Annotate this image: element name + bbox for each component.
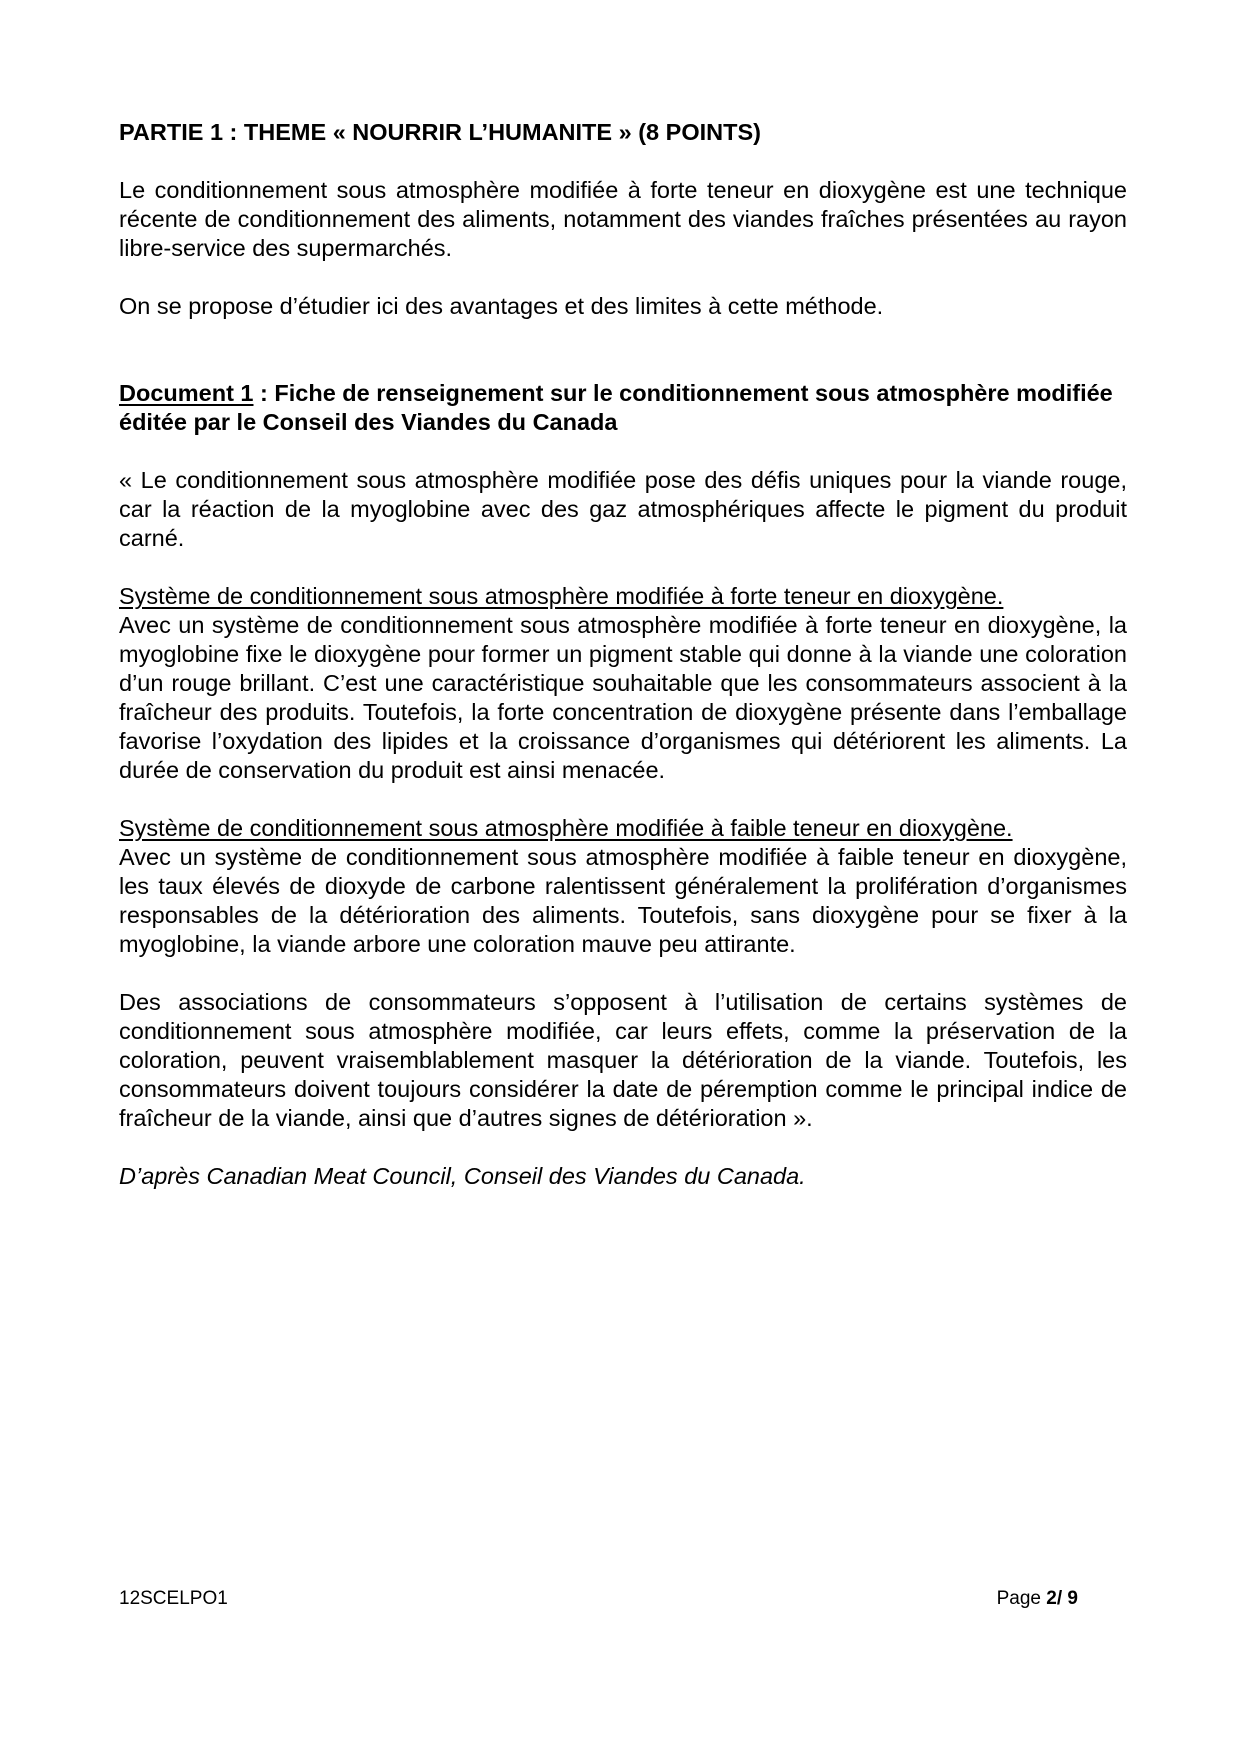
page-prefix: Page <box>996 1588 1047 1609</box>
intro-paragraph-2: On se propose d’étudier ici des avantages et des limites à cette méthode. <box>119 293 884 319</box>
document-1-separator: : <box>253 380 275 406</box>
source-citation: D’après Canadian Meat Council, Conseil des Viandes du Canada. <box>119 1163 806 1189</box>
quote-intro: « Le conditionnement sous atmosphère modifiée pose des défis uniques pour la viande rouge, car la réaction de la myoglobine avec des gaz atmosphériques affecte le pigment du produit carné. <box>119 467 1127 551</box>
document-1-label: Document 1 <box>119 380 254 406</box>
page-content <box>119 118 1127 1191</box>
document-1-heading-text: Fiche de renseignement sur le conditionnement sous atmosphère modifiée éditée par le Conseil des Viandes du Canada <box>119 380 1113 435</box>
page-total: 9 <box>1067 1588 1078 1609</box>
section-high-oxygen-body: Avec un système de conditionnement sous atmosphère modifiée à forte teneur en dioxygène, la myoglobine fixe le dioxygène pour former un pigment stable qui donne à la viande une coloration d’un rouge brillant. C’est une caractéristique souhaitable que les consommateurs associent à la fraîcheur des produits. Toutefois, la forte concentration de dioxygène présente dans l’emballage favorise l’oxydation des lipides et la croissance d’organismes qui détériorent les aliments. La durée de conservation du produit est ainsi menacée. <box>119 612 1127 783</box>
footer-code: 12SCELPO1 <box>119 1588 228 1609</box>
document-1-heading <box>119 379 1127 437</box>
footer-page-number <box>997 1588 1078 1610</box>
section-low-oxygen-body: Avec un système de conditionnement sous atmosphère modifiée à faible teneur en dioxygène, les taux élevés de dioxyde de carbone ralentissent généralement la prolifération d’organismes responsables de la détérioration des aliments. Toutefois, sans dioxygène pour se fixer à la myoglobine, la viande arbore une coloration mauve peu attirante. <box>119 844 1127 957</box>
intro-paragraph-1: Le conditionnement sous atmosphère modifiée à forte teneur en dioxygène est une technique récente de conditionnement des aliments, notamment des viandes fraîches présentées au rayon libre-service des supermarchés. <box>119 177 1127 261</box>
section-low-oxygen-heading: Système de conditionnement sous atmosphère modifiée à faible teneur en dioxygène. <box>119 815 1013 841</box>
conclusion-paragraph: Des associations de consommateurs s’opposent à l’utilisation de certains systèmes de conditionnement sous atmosphère modifiée, car leurs effets, comme la préservation de la coloration, peuvent vraisemblablement masquer la détérioration de la viande. Toutefois, les consommateurs doivent toujours considérer la date de péremption comme le principal indice de fraîcheur de la viande, ainsi que d’autres signes de détérioration ». <box>119 989 1127 1131</box>
page-title: PARTIE 1 : THEME « NOURRIR L’HUMANITE » (8 POINTS) <box>119 119 761 145</box>
page-current: 2 <box>1046 1588 1057 1609</box>
page-separator: / <box>1056 1588 1068 1609</box>
section-high-oxygen-heading: Système de conditionnement sous atmosphère modifiée à forte teneur en dioxygène. <box>119 583 1004 609</box>
